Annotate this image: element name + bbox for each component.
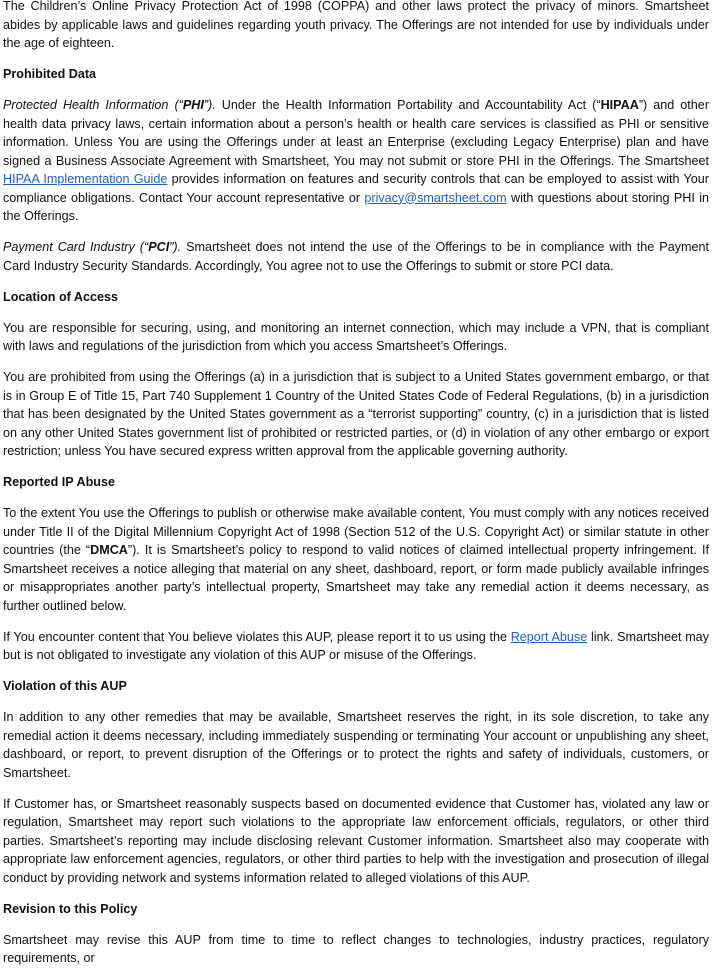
hipaa-guide-link[interactable]: HIPAA Implementation Guide (3, 172, 168, 186)
dmca-abbr: DMCA (90, 543, 128, 557)
hipaa-abbr: HIPAA (600, 98, 639, 112)
revision-heading: Revision to this Policy (3, 901, 138, 916)
prohibited-data-heading: Prohibited Data (3, 67, 97, 81)
pci-paragraph: Payment Card Industry (“PCI”). Smartsheet does not intend the use of the Offerings to be in compliance with the Payment Card Industry Security Standards. Accordingly, You agree not to use the Offerings to submit or store PCI data. (3, 240, 709, 273)
pci-term: Payment Card Industry (“PCI”). (3, 240, 182, 254)
dmca-paragraph: To the extent You use the Offerings to publish or otherwise make available content, You must comply with any notices received under Title II of the Digital Millennium Copyright Act of 1998 (Section 512 of the U.S. Copyright Act) or similar statute in other countries (the “DMCA”). It is Smartsheet’s policy to respond to valid notices of claimed intellectual property infringement. If Smartsheet receives a notice alleging that material on any sheet, dashboard, report, or form made publicly available infringes or misappropriates another party’s intellectual property, Smartsheet may take any remedial action it deems necessary, as further outlined below. (3, 506, 709, 613)
violation-paragraph-1: In addition to any other remedies that may be available, Smartsheet reserves the right, in its sole discretion, to take any remedial action it deems necessary, including immediately suspending or terminating Your account or unpublishing any sheet, dashboard, or report, to prevent disruption of the Offerings or to protect the rights and safety of individuals, customers, or Smartsheet. (3, 710, 709, 780)
document-page (3, 0, 709, 980)
violation-heading: Violation of this AUP (3, 679, 127, 693)
revision-paragraph-1: Smartsheet may revise this AUP from time to time to reflect changes to technologies, industry practices, regulatory requirements, or (3, 932, 709, 965)
violation-paragraph-2: If Customer has, or Smartsheet reasonably suspects based on documented evidence that Customer has, violated any law or regulation, Smartsheet may report such violations to the appropriate law enforcement officials, regulators, or other third parties. Smartsheet’s reporting may include disclosing relevant Customer information. Smartsheet also may cooperate with appropriate law enforcement agencies, regulators, or other third parties to help with the investigation and prosecution of illegal conduct by providing network and systems information related to alleged violations of this AUP. (3, 796, 709, 885)
location-paragraph-1: You are responsible for securing, using, and monitoring an internet connection, which may include a VPN, that is compliant with laws and regulations of the jurisdiction from which you access Smartsheet’s Offerings. (3, 320, 709, 353)
location-paragraph-2: You are prohibited from using the Offerings (a) in a jurisdiction that is subject to a United States government embargo, or that is in Group E of Title 15, Part 740 Supplement 1 Country of the United States Code of Federal Regulations, (b) in a jurisdiction that has been designated by the United States government as a “terrorist supporting” country, (c) in a jurisdiction that is listed on any other United States government list of prohibited or restricted parties, or (d) in violation of any other embargo or export restriction; unless You have secured express written approval from the applicable governing authority. (3, 370, 709, 458)
phi-term: Protected Health Information (“PHI”). (3, 98, 216, 112)
reported-ip-heading: Reported IP Abuse (3, 475, 115, 489)
location-heading: Location of Access (3, 289, 119, 304)
phi-paragraph: Protected Health Information (“PHI”). Under the Health Information Portability and Accountability Act (“HIPAA”) and other health data privacy laws, certain information about a person’s health or health care services is classified as PHI or sensitive information. Unless You are using the Offerings under at least an Enterprise (excluding Legacy Enterprise) plan and have signed a Business Associate Agreement with Smartsheet, You may not submit or store PHI in the Offerings. The Smartsheet HIPAA Implementation Guide provides information on features and security controls that can be employed to assist with Your compliance obligations. Contact Your account representative or privacy@smartsheet.com with questions about storing PHI in the Offerings. (3, 98, 710, 223)
report-abuse-link[interactable]: Report Abuse (510, 629, 588, 644)
coppa-paragraph: The Children’s Online Privacy Protection Act of 1998 (COPPA) and other laws protect the privacy of minors. Smartsheet abides by applicable laws and guidelines regarding youth privacy. The Offerings are not intended for use by individuals under the age of eighteen. (3, 0, 709, 50)
report-abuse-paragraph: If You encounter content that You believe violates this AUP, please report it to us using the Report Abuse link. Smartsheet may but is not obligated to investigate any violation of this AUP or misuse of the Offerings. (3, 629, 709, 662)
privacy-email-link[interactable]: privacy@smartsheet.com (364, 190, 507, 205)
